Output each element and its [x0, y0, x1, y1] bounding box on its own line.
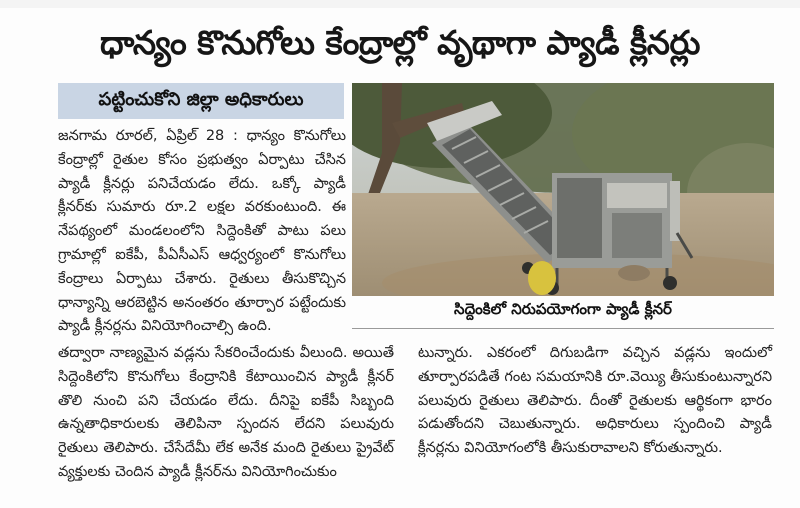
caption-divider: [352, 328, 774, 329]
article-subheadline: [58, 83, 344, 119]
photo-caption-text: సిద్దెంకిలో నిరుపయోగంగా ప్యాడీ క్లీనర్: [454, 300, 672, 318]
article-column-2: [58, 342, 394, 485]
column-2-paragraph: తద్వారా నాణ్యమైన వడ్లను సేకరించేందుకు వీలుంది. అయితే సిద్దెంకిలోని కొనుగోలు కేంద్రానికి కేటాయించిన ప్యాడీ క్లీనర్ తొలి నుంచి పని చేయడం లేదు. దీనిపై ఐకేపీ సిబ్బంది ఉన్నతాధికారులకు తెలిపినా స్పందన లేదని పలువురు రైతులు తెలిపారు. చేసేదేమీ లేక అనేక మంది రైతులు ప్రైవేట్ వ్యక్తులకు చెందిన ప్యాడీ క్లీనర్‌ను వినియోగించుకుం: [58, 345, 394, 480]
top-rule: [0, 0, 800, 8]
subheadline-text: పట్టించుకోని జిల్లా అధికారులు: [98, 88, 304, 110]
column-3-paragraph: టున్నారు. ఎకరంలో దిగుబడిగా వచ్చిన వడ్లను ఇందులో తూర్పారపడితే గంట సమయానికి రూ.వెయ్యి తీసుకుంటున్నారని పలువురు రైతులు తెలిపారు. దీంతో రైతులకు ఆర్థికంగా భారం పడుతోందని చెబుతున్నారు. అధికారులు స్పందించి ప్యాడీ క్లీనర్లను వినియోగంలోకి తీసుకురావాలని కోరుతున్నారు.: [418, 345, 772, 457]
photo-illustration: [352, 83, 774, 296]
paddy-cleaner-photo: [352, 83, 774, 296]
column-1-paragraph: జనగామ రూరల్, ఏప్రిల్ 28 : ధాన్యం కొనుగోలు కేంద్రాల్లో రైతుల కోసం ప్రభుత్వం ఏర్పాటు చేసిన ప్యాడీ క్లీనర్లు పనిచేయడం లేదు. ఒక్కో ప్యాడీ క్లీనర్‌కు సుమారు రూ.2 లక్షల వరకుంటుంది. ఈ నేపథ్యంలో మండలంలోని సిద్దెంకితో పాటు పలు గ్రామాల్లో ఐకేపీ, పీఏసీఎస్ ఆధ్వర్యంలో కొనుగోలు కేంద్రాలు ఏర్పాటు చేశారు. రైతులు తీసుకొచ్చిన ధాన్యాన్ని ఆరబెట్టిన అనంతరం తూర్పార పట్టేందుకు ప్యాడీ క్లీనర్లను వినియోగించాల్సి ఉంది.: [58, 128, 346, 335]
article-headline: ధాన్యం కొనుగోలు కేంద్రాల్లో వృథాగా ప్యాడీ క్లీనర్లు: [100, 23, 700, 62]
photo-caption: [352, 296, 774, 326]
article-column-1: [58, 125, 346, 339]
article-column-3: [418, 342, 772, 461]
